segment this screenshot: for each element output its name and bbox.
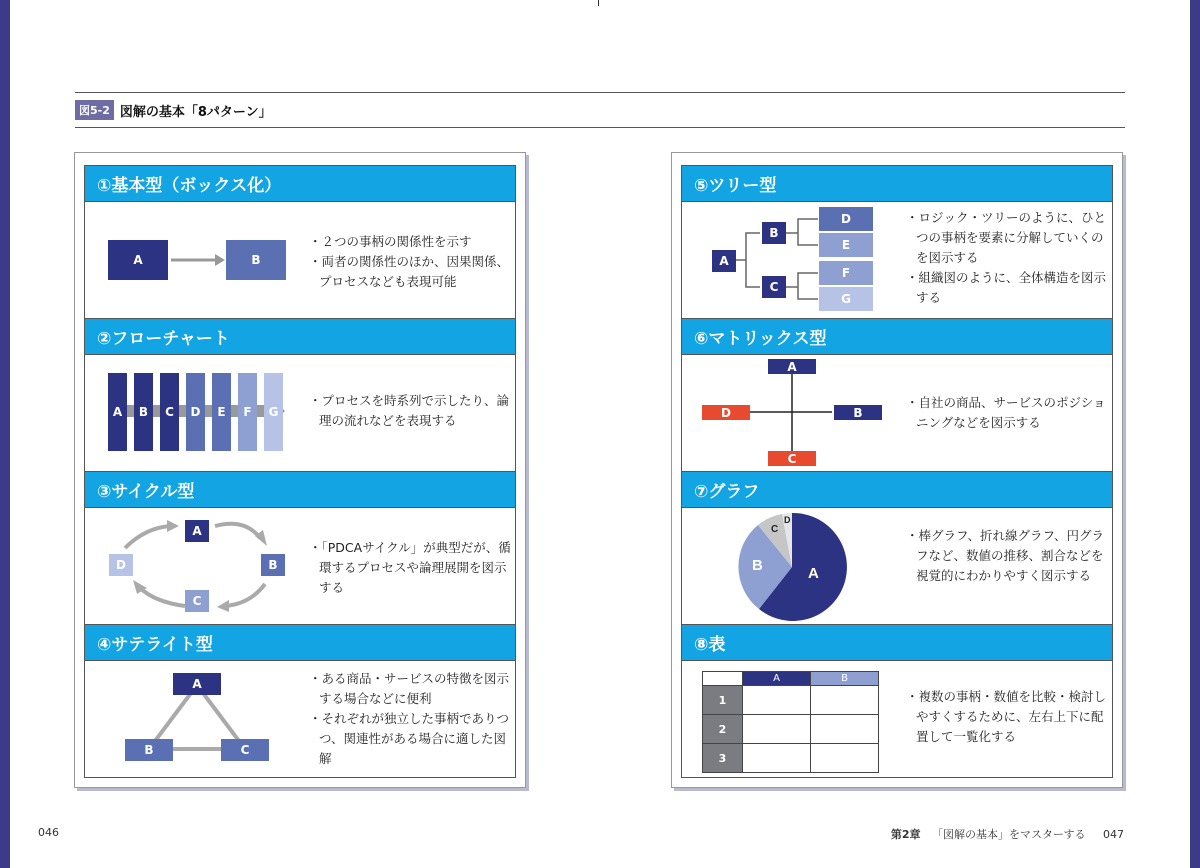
cycle-d: D (109, 554, 133, 576)
box-b: B (226, 240, 286, 280)
left-page-number: 046 (38, 826, 59, 839)
section-description: ・複数の事柄・数値を比較・検討しやすくするために、左右上下に配置して一覧化する (906, 689, 1107, 744)
col-header-b: B (811, 672, 879, 686)
sample-table (702, 671, 879, 773)
flow-step-f: F (238, 373, 257, 451)
tree-b: B (762, 222, 786, 244)
right-panel (671, 152, 1123, 788)
satellite-c: C (221, 739, 269, 761)
right-page-number: 047 (1103, 828, 1124, 841)
section-title: ②フローチャート (85, 319, 515, 355)
flow-step-a: A (108, 373, 127, 451)
section-title: ①基本型（ボックス化） (85, 166, 515, 202)
flow-step-c: C (160, 373, 179, 451)
tree-c: C (762, 276, 786, 298)
figure-title: 図解の基本「8パターン」 (119, 104, 272, 120)
flow-step-b: B (134, 373, 153, 451)
section-description: ・プロセスを時系列で示したり、論理の流れなどを表現する (309, 393, 510, 428)
section-title: ③サイクル型 (85, 472, 515, 508)
right-page-edge (1190, 0, 1200, 868)
row-header-1: 1 (703, 686, 743, 715)
tree-f: F (819, 261, 873, 285)
tree-a: A (712, 250, 736, 272)
left-panel (74, 152, 526, 788)
section-description: ・ある商品・サービスの特徴を図示する場合などに便利 ・それぞれが独立した事柄でありつつ、関連性がある場合に適した図解 (309, 671, 510, 766)
section-description: ・２つの事柄の関係性を示す ・両者の関係性のほか、因果関係、プロセスなども表現可能 (309, 234, 510, 289)
section-title: ④サテライト型 (85, 625, 515, 661)
section-title: ⑦グラフ (682, 472, 1112, 508)
section-description: ・「PDCAサイクル」が典型だが、循環するプロセスや論理展開を図示する (309, 540, 511, 595)
tree-e: E (819, 233, 873, 257)
right-footer (891, 826, 1124, 842)
matrix-b: B (834, 405, 882, 420)
flow-step-g: G (264, 373, 283, 451)
figure-header (75, 92, 1125, 128)
section-description: ・自社の商品、サービスのポジショニングなどを図示する (906, 395, 1106, 430)
matrix-a: A (768, 359, 816, 374)
box-a: A (108, 240, 168, 280)
satellite-b: B (125, 739, 173, 761)
section-flowchart (84, 318, 516, 474)
figure-tag: 図5-2 (75, 100, 114, 120)
row-header-2: 2 (703, 715, 743, 744)
satellite-a: A (173, 673, 221, 695)
section-title: ⑤ツリー型 (682, 166, 1112, 202)
matrix-d: D (702, 405, 750, 420)
section-basic-box (84, 165, 516, 321)
cycle-c: C (185, 590, 209, 612)
matrix-c: C (768, 451, 816, 466)
pie-label-c: C (771, 524, 779, 535)
tree-g: G (819, 287, 873, 311)
tree-d: D (819, 207, 873, 231)
section-title: ⑥マトリックス型 (682, 319, 1112, 355)
pie-label-a: A (808, 565, 819, 582)
gutter-mark (598, 0, 599, 6)
left-page-edge (0, 0, 10, 868)
section-tree (681, 165, 1113, 321)
cycle-b: B (261, 554, 285, 576)
section-graph (681, 471, 1113, 627)
flow-step-e: E (212, 373, 231, 451)
col-header-a: A (743, 672, 811, 686)
section-description: ・棒グラフ、折れ線グラフ、円グラフなど、数値の推移、割合などを視覚的にわかりやすく図示する (906, 528, 1105, 583)
pie-label-d: D (784, 515, 791, 525)
section-matrix (681, 318, 1113, 474)
section-table (681, 624, 1113, 778)
chapter-label: 第2章 (890, 828, 921, 841)
cycle-a: A (185, 520, 209, 542)
row-header-3: 3 (703, 744, 743, 773)
pie-label-b: B (752, 557, 763, 574)
section-title: ⑧表 (682, 625, 1112, 661)
section-description: ・ロジック・ツリーのように、ひとつの事柄を要素に分解していくのを図示する ・組織図のように、全体構造を図示する (906, 210, 1107, 305)
section-satellite (84, 624, 516, 778)
section-cycle (84, 471, 516, 627)
flow-step-d: D (186, 373, 205, 451)
chapter-title: 「図解の基本」をマスターする (932, 828, 1086, 841)
